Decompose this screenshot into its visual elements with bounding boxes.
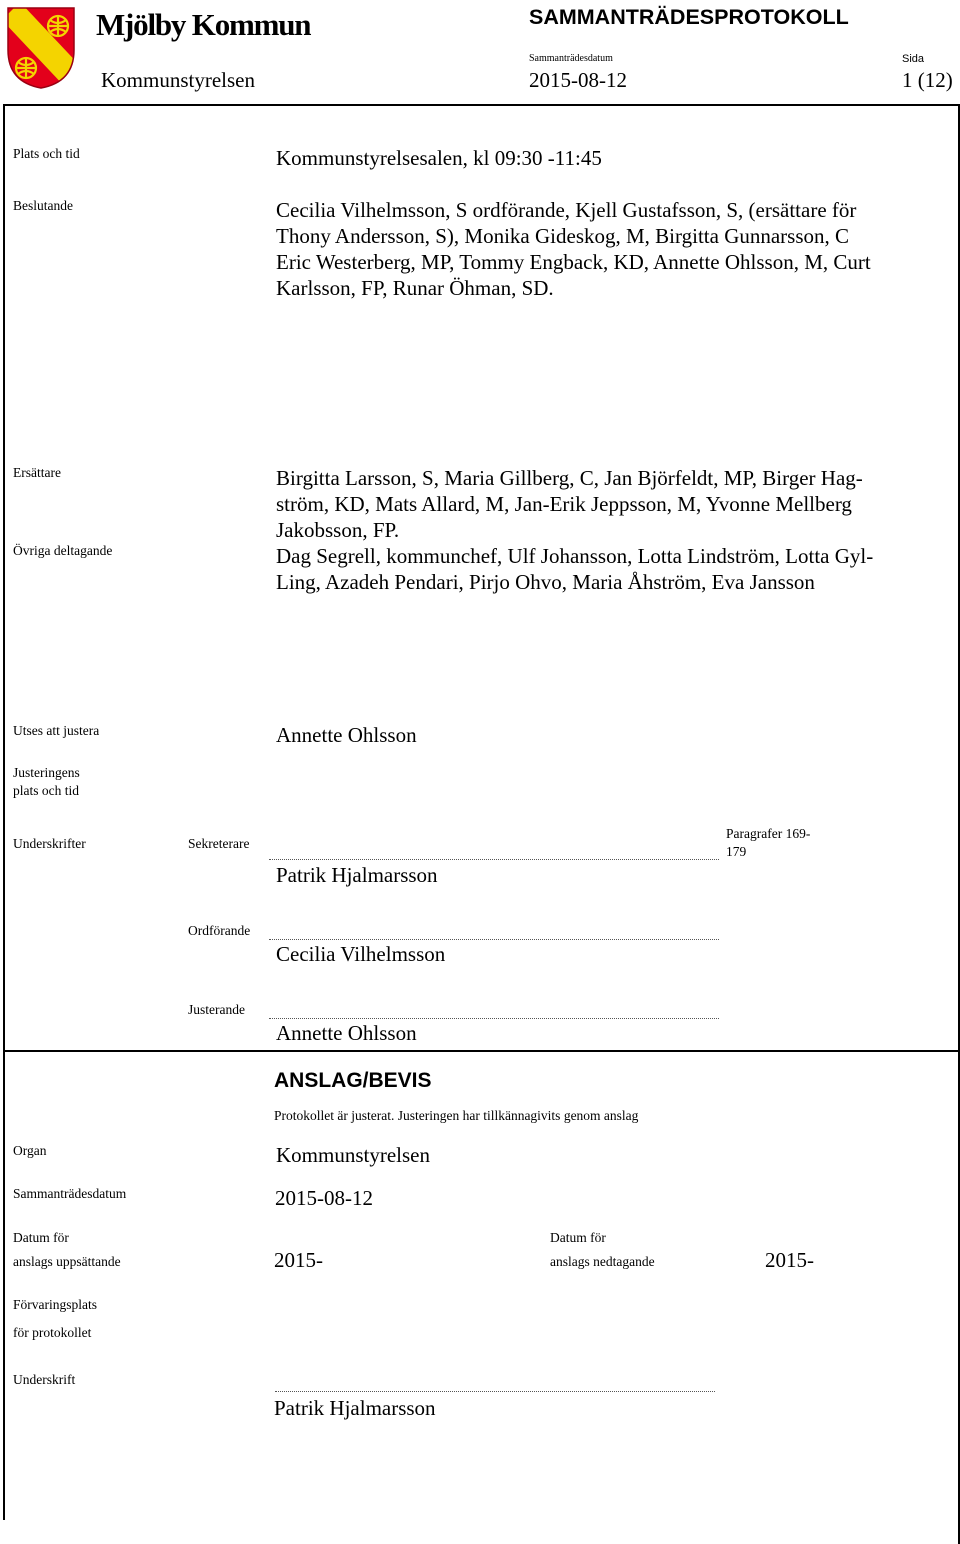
adjuster-label: Justerande [188, 1002, 245, 1017]
adjuster-name: Annette Ohlsson [276, 1021, 417, 1045]
chair-name: Cecilia Vilhelmsson [276, 942, 446, 966]
adjustment-place-label-line: plats och tid [13, 783, 79, 798]
signatures-label: Underskrifter [13, 836, 86, 851]
posting-date-label-line: anslags uppsättande [13, 1254, 121, 1269]
secretary-label: Sekreterare [188, 836, 250, 851]
adjuster-appointed-value: Annette Ohlsson [276, 723, 417, 747]
posting-date-label [13, 1229, 121, 1271]
coat-of-arms-icon [6, 6, 76, 90]
notice-divider [3, 1050, 960, 1052]
adjuster-appointed-label: Utses att justera [13, 723, 100, 738]
posting-date-value: 2015- [274, 1248, 323, 1272]
organ-label: Organ [13, 1143, 47, 1158]
substitutes-line: ström, KD, Mats Allard, M, Jan-Erik Jeppsson, M, Yvonne Mellberg [276, 492, 852, 516]
secretary-name: Patrik Hjalmarsson [276, 863, 438, 887]
storage-label-line: Förvaringsplats [13, 1297, 97, 1312]
deciding-line: Karlsson, FP, Runar Öhman, SD. [276, 276, 554, 300]
deciding-line: Cecilia Vilhelmsson, S ordförande, Kjell Gustafsson, S, (ersättare för [276, 198, 857, 222]
adjuster-signature-line [269, 1018, 719, 1019]
storage-label-line: för protokollet [13, 1325, 92, 1340]
organ-value: Kommunstyrelsen [276, 1143, 430, 1167]
deciding-label: Beslutande [13, 198, 73, 213]
substitutes-line: Birgitta Larsson, S, Maria Gillberg, C, Jan Björfeldt, MP, Birger Hag- [276, 466, 863, 490]
notice-date-label: Sammanträdesdatum [13, 1186, 127, 1201]
others-line: Dag Segrell, kommunchef, Ulf Johansson, Lotta Lindström, Lotta Gyl- [276, 544, 874, 568]
deciding-line: Eric Westerberg, MP, Tommy Engback, KD, Annette Ohlsson, M, Curt [276, 250, 871, 274]
storage-label [13, 1296, 97, 1342]
chair-label: Ordförande [188, 923, 251, 938]
left-border [3, 104, 5, 1520]
others-line: Ling, Azadeh Pendari, Pirjo Ohvo, Maria Åhström, Eva Jansson [276, 570, 815, 594]
secretary-signature-line [269, 859, 719, 860]
others-members [276, 543, 873, 595]
place-time-label: Plats och tid [13, 146, 80, 161]
paragraphs-range [726, 825, 810, 861]
notice-signature-name: Patrik Hjalmarsson [274, 1396, 436, 1420]
others-label: Övriga deltagande [13, 543, 113, 558]
meeting-date: 2015-08-12 [529, 68, 627, 92]
meeting-date-label: Sammanträdesdatum [529, 53, 613, 64]
paragraphs-line: 179 [726, 844, 747, 859]
notice-signature-line [275, 1391, 715, 1392]
deciding-members [276, 197, 871, 301]
removal-date-label-line: anslags nedtagande [550, 1254, 655, 1269]
signature-label: Underskrift [13, 1372, 76, 1387]
municipality-name: Mjölby Kommun [96, 7, 311, 42]
substitutes-members [276, 465, 863, 543]
paragraphs-line: Paragrafer 169- [726, 826, 811, 841]
posting-date-label-line: Datum för [13, 1230, 69, 1245]
page-label: Sida [902, 53, 925, 65]
notice-statement: Protokollet är justerat. Justeringen har tillkännagivits genom anslag [274, 1108, 639, 1123]
chair-signature-line [269, 939, 719, 940]
page-number: 1 (12) [902, 68, 953, 92]
adjustment-place-label-line: Justeringens [13, 765, 80, 780]
deciding-line: Thony Andersson, S), Monika Gideskog, M, Birgitta Gunnarsson, C [276, 224, 850, 248]
notice-date-value: 2015-08-12 [275, 1186, 373, 1210]
removal-date-label-line: Datum för [550, 1230, 606, 1245]
substitutes-label: Ersättare [13, 465, 61, 480]
removal-date-label [550, 1229, 655, 1271]
document-type: SAMMANTRÄDESPROTOKOLL [529, 5, 849, 29]
notice-title: ANSLAG/BEVIS [274, 1069, 432, 1092]
committee-name: Kommunstyrelsen [101, 68, 255, 92]
substitutes-line: Jakobsson, FP. [276, 518, 400, 542]
place-time-value: Kommunstyrelsesalen, kl 09:30 -11:45 [276, 146, 602, 170]
header-divider [3, 104, 960, 106]
removal-date-value: 2015- [765, 1248, 814, 1272]
adjustment-place-label [13, 764, 80, 800]
